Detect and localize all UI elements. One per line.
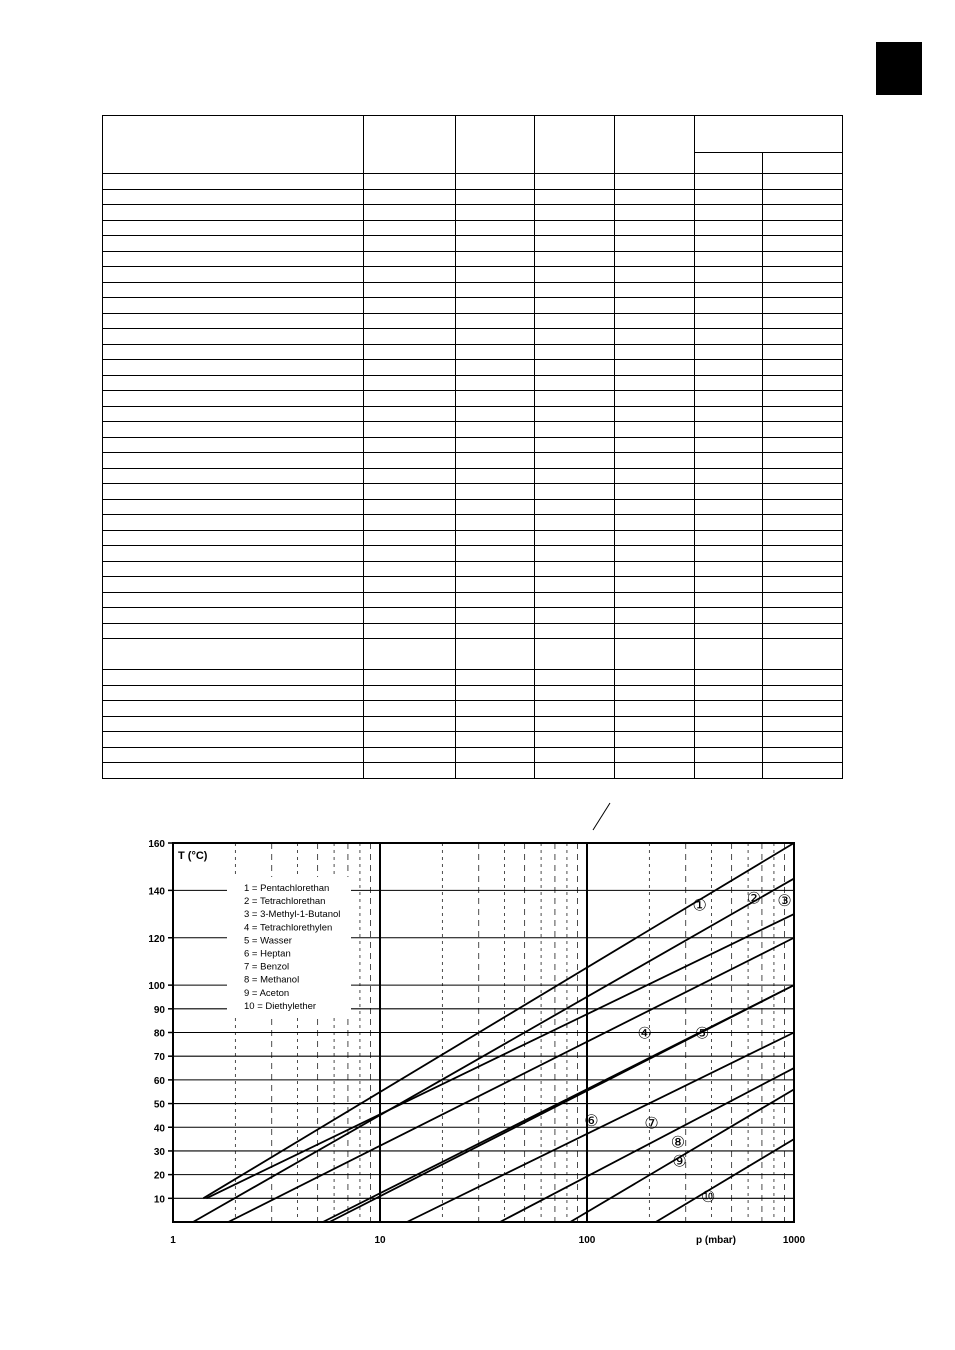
x-tick-label: 1000 (782, 1235, 806, 1246)
curve-label: ② (746, 890, 762, 908)
curve-label: ⑩ (701, 1188, 716, 1206)
curve-label: ⑧ (670, 1134, 686, 1152)
curve-label: ① (692, 897, 707, 915)
y-tick-label: 140 (148, 886, 165, 898)
x-tick-label: 10 (374, 1235, 386, 1246)
legend-entry: 9 = Aceton (244, 987, 290, 999)
series-line (656, 1139, 794, 1222)
curve-label: ⑥ (584, 1113, 599, 1131)
x-axis-label: p (mbar) (696, 1235, 737, 1246)
y-tick-label: 20 (153, 1170, 165, 1182)
x-tick-label: 1 (170, 1235, 176, 1246)
legend-entry: 5 = Wasser (244, 935, 292, 947)
series-line (500, 1068, 794, 1222)
y-tick-label: 60 (153, 1075, 165, 1087)
legend-entry: 1 = Pentachlorethan (244, 883, 330, 894)
chart-legend (227, 877, 351, 1018)
curve-label: ⑤ (694, 1025, 710, 1043)
y-tick-label: 70 (153, 1052, 165, 1064)
y-tick-label: 50 (153, 1099, 165, 1111)
curve-label: ③ (777, 892, 792, 910)
curve-label: ⑨ (672, 1153, 687, 1171)
pointer-line (593, 803, 610, 830)
y-tick-label: 30 (153, 1146, 165, 1158)
legend-entry: 4 = Tetrachlorethylen (244, 922, 333, 934)
legend-entry: 7 = Benzol (244, 961, 290, 973)
y-tick-label: 120 (148, 933, 165, 945)
x-tick-label: 100 (578, 1235, 596, 1246)
y-tick-label: 40 (153, 1123, 165, 1135)
legend-entry: 2 = Tetrachlorethan (244, 896, 326, 908)
legend-entry: 3 = 3-Methyl-1-Butanol (244, 909, 341, 921)
y-axis-label: T (°C) (178, 850, 208, 862)
y-tick-label: 80 (153, 1028, 165, 1040)
y-tick-label: 10 (153, 1194, 165, 1206)
y-tick-label: 90 (153, 1004, 165, 1016)
curve-label: ④ (637, 1025, 652, 1043)
y-tick-label: 100 (148, 981, 165, 993)
y-tick-label: 160 (148, 839, 165, 850)
legend-entry: 10 = Diethylether (244, 1000, 317, 1012)
curve-label: ⑦ (644, 1115, 659, 1133)
legend-entry: 6 = Heptan (244, 948, 291, 960)
legend-entry: 8 = Methanol (244, 974, 300, 986)
